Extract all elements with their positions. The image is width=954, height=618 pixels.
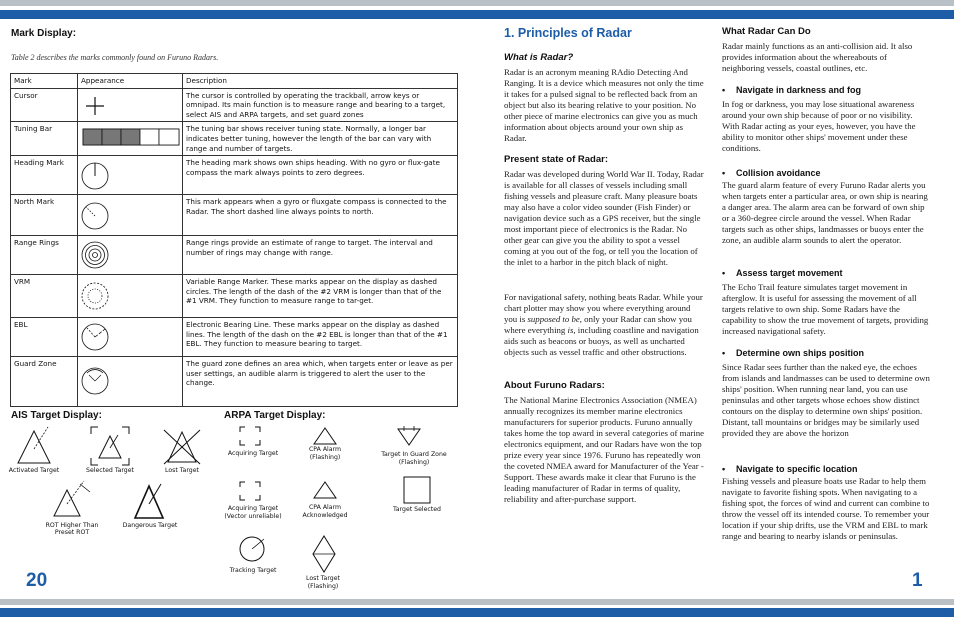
arpa-lost-target-icon — [311, 534, 337, 574]
ais-label: Preset ROT — [54, 529, 90, 536]
bullet-text: In fog or darkness, you may lose situational awareness around your own ship because of poor or no visibility. With Radar acting as your eyes, however, you have the ability to monitor other ships' movement under these conditions. — [722, 99, 916, 153]
bullet-title: Determine own ships position — [736, 348, 865, 358]
row-mark: North Mark — [11, 195, 78, 236]
arpa-label: Acquiring Target — [227, 450, 279, 457]
bullet-title: Collision avoidance — [736, 168, 821, 178]
arpa-label: Target In Guard Zone — [381, 451, 447, 458]
tuning-bar-symbol — [78, 122, 183, 156]
left-page-number: 20 — [26, 570, 48, 591]
bullet-text: Fishing vessels and pleasure boats use Radar to help them navigate to favorite fishing spots. When navigating to a fishing spot, the forces of wind and current can combine to throw the vessel off its intended course. To remember your location if your ship drifts, use the VRM and EBL to mark range and bearing to nearby islands or peninsulas. — [722, 476, 930, 541]
row-description: Range rings provide an estimate of range to target. The interval and number of rings may change with range. — [183, 236, 458, 275]
bullet-own-position — [722, 348, 864, 358]
ais-activated-target-icon — [12, 425, 56, 467]
emphasis: is — [567, 325, 574, 335]
ais-label: Lost Target — [165, 467, 199, 474]
ais-dangerous-target-icon — [125, 478, 173, 522]
bullet-title: Navigate to specific location — [736, 464, 858, 474]
bullet-navigate-darkness — [722, 85, 861, 95]
vrm-symbol — [78, 275, 183, 318]
ais-selected-target-icon — [88, 424, 132, 468]
text-segment: , only your Radar can show you where everything — [504, 314, 692, 335]
right-page-number: 1 — [912, 570, 923, 591]
arpa-label: Acknowledged — [302, 512, 348, 519]
ais-rot-higher-icon — [42, 478, 96, 520]
bullet-text: The Echo Trail feature simulates target movement in afterglow. It is useful for assessing the movement of all targets relative to own ship. Some Radars have the capability to show the true movement of targets, providing increased navigational safety. — [722, 282, 929, 336]
present-state-text-2 — [504, 292, 704, 358]
guard-zone-symbol — [78, 357, 183, 407]
row-description: Variable Range Marker. These marks appear on the display as dashed circles. The length of the dash of the #2 VRM is longer than that of the #1 VRM. They function to measure range to tar-get. — [183, 275, 458, 318]
header-mark: Mark — [11, 74, 78, 89]
ais-label: ROT Higher Than — [45, 522, 99, 529]
ais-label: Activated Target — [8, 467, 60, 474]
row-description: The tuning bar shows receiver tuning state. Normally, a longer bar indicates better tuning, however the length of the bar can vary with range and number of targets. — [183, 122, 458, 156]
north-mark-symbol — [78, 195, 183, 236]
arpa-label: Tracking Target — [229, 567, 277, 574]
about-furuno-text: The National Marine Electronics Association (NMEA) annually recognizes its member marine electronics manufacturers for superior products. Furuno annually takes home the top award in several categories of marine electronics equipment, and our Radars have won the top prize every year since 1976. Furuno has repeatedly won the coveted NMEA award for Manufacturer of the Year - Support. These awards make it clear that Furuno is the leading manufacturer of Radar in terms of quality, reliability and after-purchase support. — [504, 395, 705, 504]
text-segment: For navigational safety, nothing beats Radar. While your chart plotter may show you where everything around you is — [504, 292, 703, 324]
header-appearance: Appearance — [78, 74, 183, 89]
arpa-cpa-alarm-ack-icon — [312, 480, 338, 500]
about-furuno-heading: About Furuno Radars: — [504, 380, 605, 391]
row-mark: Tuning Bar — [11, 122, 78, 156]
present-state-heading: Present state of Radar: — [504, 154, 609, 165]
table-row — [11, 122, 458, 156]
row-mark: Heading Mark — [11, 156, 78, 195]
text-segment: , including coastline and navigation aids such as beacons or buoys, as well as uncharted objects such as vessel traffic and other obstructions. — [504, 325, 699, 357]
bullet-title: Navigate in darkness and fog — [736, 85, 862, 95]
arpa-acquiring-vector-unreliable-icon — [238, 480, 262, 502]
table-row — [11, 156, 458, 195]
row-mark: VRM — [11, 275, 78, 318]
table-row — [11, 357, 458, 407]
bottom-blue-band — [0, 608, 954, 617]
ebl-symbol — [78, 318, 183, 357]
heading-mark-symbol — [78, 156, 183, 195]
row-description: The heading mark shows own ships heading. With no gyro or flux-gate compass the mark always points to zero degrees. — [183, 156, 458, 195]
arpa-label: Acquiring Target — [227, 505, 279, 512]
table-row — [11, 275, 458, 318]
arpa-target-selected-icon — [403, 476, 431, 504]
bullet-dot: • — [722, 464, 726, 474]
row-mark: Range Rings — [11, 236, 78, 275]
top-blue-band — [0, 10, 954, 19]
table-header-row — [11, 74, 458, 89]
arpa-acquiring-target-icon — [238, 425, 262, 447]
row-description: This mark appears when a gyro or fluxgate compass is connected to the Radar. The short dashed line always points to north. — [183, 195, 458, 236]
bullet-text: Since Radar sees further than the naked eye, the echoes from islands and landmasses can be used to determine own ships' position. When running near land, you can use peninsulas and other targets whose echoes show distinct contours on the display to determine own ships' position. Distant, tall mountains or bridges may be similarly used provided they are above the horizon — [722, 362, 930, 438]
header-description: Description — [183, 74, 458, 89]
row-mark: EBL — [11, 318, 78, 357]
bottom-grey-band — [0, 599, 954, 605]
bullet-title: Assess target movement — [736, 268, 843, 278]
bullet-assess-movement — [722, 268, 843, 278]
row-description: Electronic Bearing Line. These marks appear on the display as dashed lines. The length of the dash on the #2 EBL is longer than that of the #1 EBL. They function to measure bearing to target. — [183, 318, 458, 357]
marks-table — [10, 73, 458, 407]
ais-lost-target-icon — [160, 424, 204, 468]
bullet-dot: • — [722, 168, 726, 178]
table-caption: Table 2 describes the marks commonly found on Furuno Radars. — [11, 53, 219, 62]
cursor-symbol — [78, 88, 183, 122]
arpa-guard-zone-target-icon — [396, 425, 422, 447]
arpa-label: (Vector unreliable) — [224, 513, 282, 520]
ais-label: Dangerous Target — [122, 522, 178, 529]
arpa-label: (Flashing) — [309, 454, 341, 461]
mark-display-heading: Mark Display: — [11, 28, 77, 39]
row-mark: Guard Zone — [11, 357, 78, 407]
bullet-navigate-location — [722, 464, 858, 474]
emphasis: supposed to be — [527, 314, 580, 324]
row-mark: Cursor — [11, 88, 78, 122]
page-title: 1. Principles of Radar — [504, 26, 632, 40]
bullet-dot: • — [722, 85, 726, 95]
range-rings-symbol — [78, 236, 183, 275]
what-is-radar-heading: What is Radar? — [504, 52, 574, 63]
ais-heading: AIS Target Display: — [11, 410, 102, 421]
table-row — [11, 88, 458, 122]
arpa-tracking-target-icon — [237, 534, 267, 564]
what-radar-can-do-intro: Radar mainly functions as an anti-collision aid. It also provides information about the whereabouts of neighboring vessels, coastal outlines, etc. — [722, 41, 913, 73]
arpa-label: Target Selected — [393, 506, 441, 513]
arpa-cpa-alarm-icon — [312, 426, 338, 446]
arpa-label: CPA Alarm — [308, 504, 342, 511]
row-description: The cursor is controlled by operating the trackball, arrow keys or omnipad. Its main function is to measure range and bearing to a target, select AIS and ARPA targets, and set guard zones — [183, 88, 458, 122]
table-row — [11, 195, 458, 236]
ais-label: Selected Target — [86, 467, 134, 474]
what-radar-can-do-heading: What Radar Can Do — [722, 26, 811, 37]
bullet-collision-avoidance — [722, 168, 821, 178]
top-grey-band — [0, 0, 954, 6]
bullet-text: The guard alarm feature of every Furuno Radar alerts you when targets enter a particular area, or own ship is nearing a danger area. The alarm area can be forward of own ship or a 360-degree circle around the vessel. When Radar targets such as other ships, landmasses or buoys enter the zone, an audible alarm sounds to alert the operator. — [722, 180, 928, 245]
what-is-radar-text: Radar is an acronym meaning RAdio Detecting And Ranging. It is a device which measures not only the time it takes for a pulsed signal to be reflected back from an object but also its bearing relative to your position. No other piece of marine electronics can give you as much information about objects around your own ship as Radar. — [504, 67, 704, 143]
arpa-label: Lost Target — [306, 575, 340, 582]
arpa-label: (Flashing) — [398, 459, 430, 466]
arpa-label: CPA Alarm — [308, 446, 342, 453]
table-row — [11, 236, 458, 275]
bullet-dot: • — [722, 268, 726, 278]
arpa-label: (Flashing) — [307, 583, 339, 590]
bullet-dot: • — [722, 348, 726, 358]
present-state-text: Radar was developed during World War II. Today, Radar is available for all classes of vessels including small fishing vessels and pleasure craft. Many pleasure boats may also have a color video sounder (Fish Finder) or navigation device such as a GPS receiver, but the single most important piece of electronics is the Radar. No other gear can give you the ability to spot a vessel coming at you out of the fog, or tell you the location of the inlet to a harbor in the pitch black of night. — [504, 169, 704, 267]
arpa-heading: ARPA Target Display: — [224, 410, 326, 421]
table-row — [11, 318, 458, 357]
row-description: The guard zone defines an area which, when targets enter or leave as per user settings, an audible alarm is triggered to alert the user to the change. — [183, 357, 458, 407]
